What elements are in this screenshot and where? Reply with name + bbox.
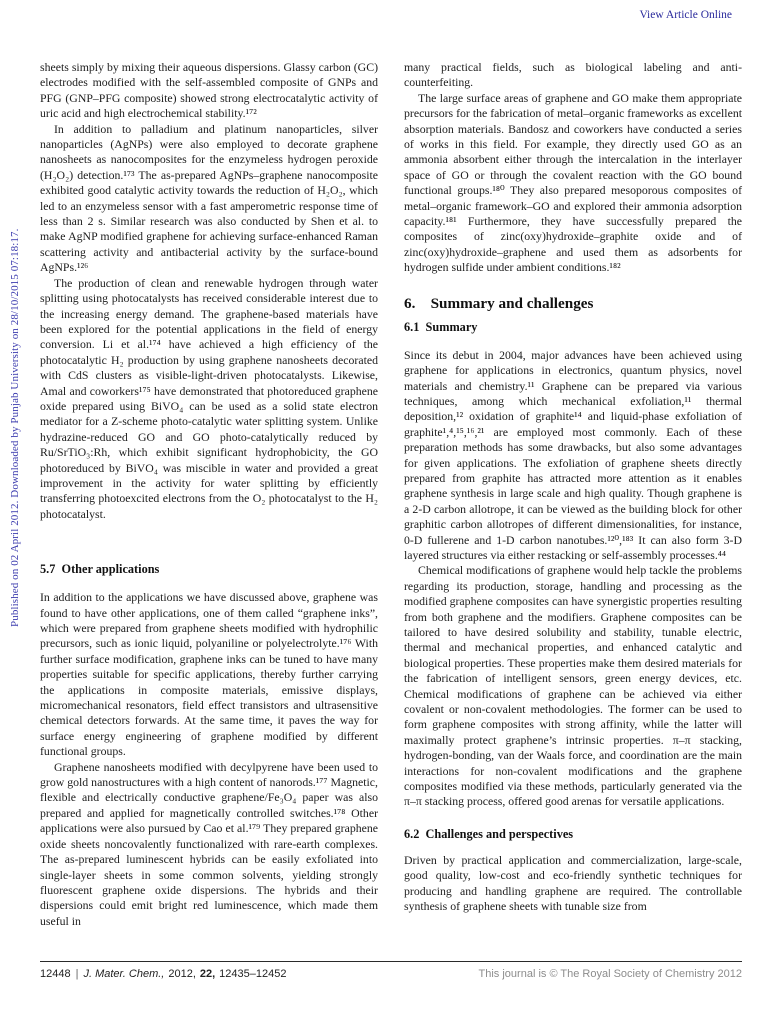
paragraph: many practical fields, such as biological labeling and anti-counterfeiting. xyxy=(404,60,742,90)
subsection-heading-6-2: 6.2 Challenges and perspectives xyxy=(404,826,574,841)
subsection-heading-6-1: 6.1 Summary xyxy=(404,319,478,334)
view-article-online-link[interactable]: View Article Online xyxy=(639,9,732,21)
footer-separator: | xyxy=(75,968,79,980)
footer-pages: 12435–12452 xyxy=(219,968,287,980)
paragraph: Chemical modifications of graphene would help tackle the problems regarding its production, storage, handling and processing as the modified graphene composites can have synergistic properties resulting from both graphene and the modifiers. Graphene composites can be tailored to have desired solubility and stability, tunable electric, thermal and mechanical properties, and enhanced catalytic and biological properties. These properties make them desired materials for the fabrication of intelligent sensors, green energy devices, etc. Chemical modifications of graphene can be achieved via either covalent or non-covalent methodologies. The former can be used to form graphene composites with strong affinity, while the latter will maximally protect graphene’s intrinsic properties. π–π stacking, hydrogen-bonding, van der Waals force, and coordination are the main interactions for non-covalent modifications and the graphene composites modified via these methods, particularly generated via the π–π stacking process, offered good arenas for versatile applications. xyxy=(404,563,742,809)
footer-rule xyxy=(40,961,742,962)
footer-year: 2012, xyxy=(168,968,196,980)
sidebar-provenance-note: Published on 02 April 2012. Downloaded by Punjab University on 28/10/2015 07:18:17. xyxy=(9,228,21,627)
left-column xyxy=(40,60,378,929)
footer-journal-name: J. Mater. Chem., xyxy=(83,968,165,980)
footer-citation xyxy=(40,968,286,980)
paragraph: In addition to the applications we have discussed above, graphene was found to have other applications, one of them called “graphene inks”, which were prepared from graphene sheets modified with hydrophilic precursors, such as ionic liquid, polyaniline or polyelectrolyte.¹⁷⁶ With further surface modification, graphene inks can be tuned to have many properties suitable for specific applications, thereby further carrying the applications in composite materials, emissive displays, micromechanical resonators, field effect transistors and ultrasensitive chemical detectors forwards. At the same time, it paves the way for surface energy engineering of graphene modified by different functional groups. xyxy=(40,590,378,759)
footer-volume: 22, xyxy=(199,968,216,980)
paragraph: Since its debut in 2004, major advances have been achieved using graphene for applications in electronics, quantum physics, novel materials and chemistry.¹¹ Graphene can be prepared via various techniques, among which mechanical exfoliation,¹¹ thermal deposition,¹² oxidation of graphite¹⁴ and liquid-phase exfoliation of graphite¹,⁴,¹⁵,¹⁶,²¹ are employed most commonly. Each of these preparation methods has some drawbacks, but also some advantages for given applications. The exfoliation of graphene sheets directly prepared from graphite has attracted more attention as it enables graphene synthesis in large scale and high quality. Though graphene is a 2-D carbon allotrope, it can be viewed as the building block for other graphitic carbon allotropes of different dimensionalities, for instance, 0-D fullerene and 1-D carbon nanotubes.¹²⁰,¹⁸³ It can also form 3-D layered structures via either restacking or self-assembly processes.⁴⁴ xyxy=(404,347,742,562)
footer-page-number: 12448 xyxy=(40,968,71,980)
paragraph: Driven by practical application and commercialization, large-scale, good quality, low-cost and eco-friendly synthetic techniques for producing and handling graphene are required. The controllable synthesis of graphene sheets with tunable size from xyxy=(404,852,742,914)
right-column xyxy=(404,60,742,929)
paragraph: The large surface areas of graphene and GO make them appropriate precursors for the fabrication of metal–organic frameworks as excellent absorption materials. Bandosz and coworkers have conducted a series of works in this field. For example, they directly used GO as an ammonia absorbent either through the intercalation in the interlayer space of GO or through the covalent reaction with the GO bound functional groups.¹⁸⁰ They also prepared mesoporous composites of metal–organic framework–GO and explored their ammonia adsorption capacity.¹⁸¹ Furthermore, they have successfully prepared the composites of zinc(oxy)hydroxide–graphite oxide and of zinc(oxy)hydroxide–graphene and used them as adsorbents for hydrogen sulfide under ambient conditions.¹⁸² xyxy=(404,90,742,275)
paragraph: The production of clean and renewable hydrogen through water splitting using photocatalysts has received considerable interest due to the increasing energy demand. The graphene-based materials have been explored for the potential applications in the field of energy conversion. Li et al.¹⁷⁴ have achieved a high efficiency of the photocatalytic H₂ production by using graphene nanosheets decorated with CdS clusters as visible-light-driven photocatalysts. Likewise, Amal and coworkers¹⁷⁵ have demonstrated that photoreduced graphene oxide prepared using BiVO₄ can be used as a solid state electron mediator for a Z-scheme photo-catalytic water splitting system. Unlike hydrazine-reduced GO and GO photo-catalytically reduced by Ru/SrTiO₃:Rh, which exhibit significant hydrophobicity, the GO photoreduced by BiVO₄ was miscible in water and provided a great improvement in the activity for water splitting by efficiently transferring photoexcited electrons from the O₂ photocatalyst to the H₂ photocatalyst. xyxy=(40,275,378,521)
paragraph: In addition to palladium and platinum nanoparticles, silver nanoparticles (AgNPs) were also employed to decorate graphene nanosheets as nanocomposites for the enzymeless hydrogen peroxide (H₂O₂) detection.¹⁷³ The as-prepared AgNPs–graphene nanocomposite exhibited good catalytic activity towards the reduction of H₂O₂, which led to an enzymeless sensor with a fast amperometric response time of less than 2 s. Similar research was also conducted by Shen et al. to make AgNP modified graphene for achieving surface-enhanced Raman scattering activity and antibacterial activity by the surface-bound AgNPs.¹²⁶ xyxy=(40,121,378,275)
paragraph: sheets simply by mixing their aqueous dispersions. Glassy carbon (GC) electrodes modified with the self-assembled composite of GNPs and PFG (GNP–PFG composite) showed strong electrocatalytic activity of uric acid and high electrochemical stability.¹⁷² xyxy=(40,60,378,121)
footer-copyright: This journal is © The Royal Society of Chemistry 2012 xyxy=(478,968,742,980)
two-column-body xyxy=(40,60,742,929)
paragraph: Graphene nanosheets modified with decylpyrene have been used to grow gold nanostructures with a high content of nanorods.¹⁷⁷ Magnetic, flexible and electrically conductive graphene/Fe₃O₄ paper was also prepared and applied for magnetically controlled switches.¹⁷⁸ Other applications were also pursued by Cao et al.¹⁷⁹ They prepared graphene oxide sheets noncovalently functionalized with rare-earth complexes. The as-prepared luminescent hybrids can be easily exfoliated into single-layer sheets in some common solvents, yielding strongly fluorescent graphene oxide dispersions. The hybrids and their dispersions could emit bright red luminescence, which made them useful in xyxy=(40,759,378,928)
subsection-heading-5-7: 5.7 Other applications xyxy=(40,562,160,577)
section-heading-6: 6. Summary and challenges xyxy=(404,294,594,312)
